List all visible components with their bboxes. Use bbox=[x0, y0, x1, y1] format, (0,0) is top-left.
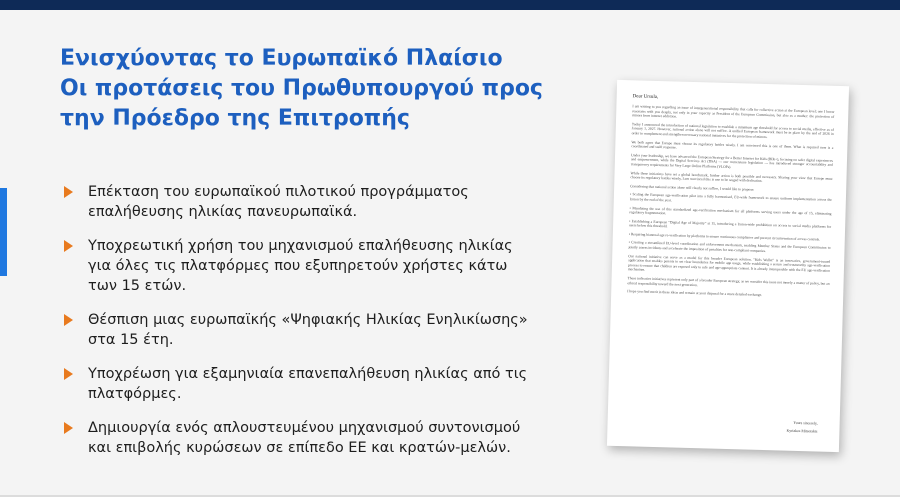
bullet-text-line: στα 15 έτη. bbox=[88, 332, 174, 348]
bullet-arrow-icon bbox=[64, 240, 73, 252]
side-accent-bar bbox=[0, 188, 7, 276]
bullet-text-line: και επιβολής κυρώσεων σε επίπεδο ΕΕ και κρατών-μελών. bbox=[88, 440, 511, 456]
letter-document bbox=[607, 80, 849, 452]
bullet-item bbox=[64, 310, 584, 350]
letter-paragraph: We both agree that Europe must choose its regulatory battles wisely. I am convinced this is one of them. What is required now is a coordinated and swift response. bbox=[631, 139, 834, 150]
bullet-text-line: Επέκταση του ευρωπαϊκού πιλοτικού προγράμματος bbox=[88, 184, 469, 200]
letter-paragraph: • Scaling the European age-verification pilot into a fully harmonised, EU-wide framework to ensure uniform implementation across the Union by the end of the year. bbox=[629, 192, 832, 203]
bullet-arrow-icon bbox=[64, 422, 73, 434]
letter-paragraph: I am writing to you regarding an issue of intergenerational responsibility that calls for collective action at the European level; one I know resonates with you deeply, not only in your capacity as President of the European Commission, but also as a mother: the protection of minors from internet addiction. bbox=[632, 104, 835, 119]
title-line: Οι προτάσεις του Πρωθυπουργού προς bbox=[60, 76, 543, 101]
bullet-item bbox=[64, 418, 584, 458]
letter-greeting: Dear Ursula, bbox=[632, 94, 659, 100]
bullet-list bbox=[64, 182, 584, 472]
bullet-text-line: των 15 ετών. bbox=[88, 278, 187, 294]
bullet-item bbox=[64, 364, 584, 404]
bullet-arrow-icon bbox=[64, 314, 73, 326]
letter-paragraph: Considering that national action alone will clearly not suffice, I would like to propose: bbox=[630, 183, 755, 192]
title-line: Ενισχύοντας το Ευρωπαϊκό Πλαίσιο bbox=[60, 46, 503, 71]
letter-paragraph: Our national initiative can serve as a model for this broader European solution. "Kids Wallet" is an innovative, government-issued application that enables parents to set clear boundaries for mobile app usage, while establishing a secure and trustworthy age-verification process to ensure that children are exposed only to safe and age-appropriate content. It is already interoperable with the EU age-verification mechanism. bbox=[627, 253, 831, 273]
letter-paragraph: • Establishing a European "Digital Age of Majority" at 15, introducing a Union-wide prohibition on access to social media platforms for users below this threshold. bbox=[629, 218, 832, 229]
bullet-text-line: Υποχρέωση για εξαμηνιαία επανεπαλήθευση ηλικίας από τις bbox=[88, 366, 528, 382]
bullet-text-line: πλατφόρμες. bbox=[88, 386, 182, 402]
letter-paragraph: While these initiatives have set a global benchmark, further action is both possible and necessary. Sharing your view that Europe must choose its regulatory battles wisely, I am convinced this is one to be waged with dedication. bbox=[630, 170, 833, 184]
bullet-arrow-icon bbox=[64, 186, 73, 198]
bullet-text-line: επαλήθευσης ηλικίας πανευρωπαϊκά. bbox=[88, 204, 358, 220]
bullet-item bbox=[64, 182, 584, 222]
bullet-text-line: Θέσπιση μιας ευρωπαϊκής «Ψηφιακής Ηλικίας Ενηλικίωσης» bbox=[88, 312, 528, 328]
bullet-item bbox=[64, 236, 584, 296]
bullet-text-line: Υποχρεωτική χρήση του μηχανισμού επαλήθευσης ηλικίας bbox=[88, 238, 513, 254]
letter-paragraph: • Creating a streamlined EU-level coordination and enforcement mechanism, enabling Member States and the European Commission to jointly assess incidents and accelerate the imposition of penalties for non-compliant companies. bbox=[628, 240, 831, 254]
letter-paragraph: • Mandating the use of this standardized age-verification mechanism for all platforms serving users under the age of 15, eliminating regulatory fragmentation. bbox=[629, 205, 832, 216]
bullet-text-line: για όλες τις πλατφόρμες που εξυπηρετούν χρήστες κάτω bbox=[88, 258, 508, 274]
bullet-arrow-icon bbox=[64, 368, 73, 380]
bullet-text-line: Δημιουργία ενός απλουστευμένου μηχανισμού συντονισμού bbox=[88, 420, 521, 436]
top-bar bbox=[0, 0, 900, 10]
letter-paragraph: • Requiring biannual age re-verification by platforms to ensure continuous compliance and prevent circumvention of access controls. bbox=[628, 232, 821, 242]
letter-signature: Kyriakos Mitsotakis bbox=[786, 428, 818, 434]
slide-title bbox=[60, 44, 580, 134]
letter-paragraph: These indicative initiatives represent only part of a broader European strategy, as we consider this issue not merely a matter of policy, but an ethical responsibility toward the next generation. bbox=[627, 276, 830, 287]
letter-paragraph: I hope you find merit in these ideas and remain at your disposal for a more detailed exchange. bbox=[627, 289, 763, 298]
letter-body bbox=[627, 104, 834, 299]
letter-paragraph: Today I announced the introduction of national legislation to establish a minimum age threshold for access to social media, effective as of January 1, 2027. However, national action alone will not suffice. A unified European framework must be in place by the end of 2026 in order to complement and strengthen necessary national initiatives for the protection of minors. bbox=[631, 122, 834, 140]
title-line: την Πρόεδρο της Επιτροπής bbox=[60, 106, 410, 131]
letter-paragraph: Under your leadership, we have advanced the European Strategy for a Better Internet for Kids (BIK+), focusing on safer digital experiences and empowerment, while the Digital Services Act (DSA) — our cornerstone legislation — has introduced stronger accountability and transparency requirements for Very Large Online Platforms (VLOPs). bbox=[630, 153, 834, 169]
letter-signoff: Yours sincerely, bbox=[793, 420, 818, 426]
